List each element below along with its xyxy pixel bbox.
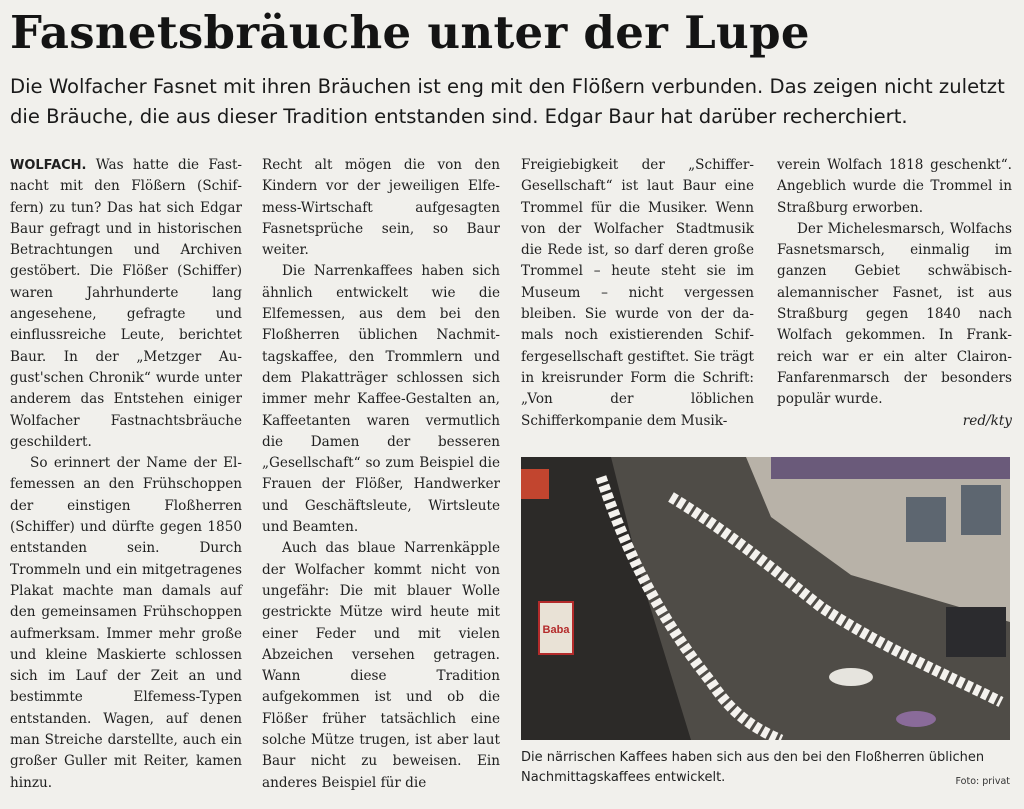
paragraph-8: Der Michelesmarsch, Wolfachs Fasnetsmarsch, einmalig im ganzen Gebiet schwäbischalemannischer Fasnet, ist aus Straßburg gegen 1840 nach Wolfach gekommen. In Frankreich war er ein alter Clairon-Fanfarenmarsch der besonders populär wurde. [777,220,1012,408]
umbrella [896,711,936,727]
article-column-4 [777,155,1012,455]
paragraph-7: verein Wolfach 1818 geschenkt“. Angeblich wurde die Trommel in Straßburg erworben. [777,157,1012,216]
shop-awning [771,457,1010,479]
shop-window [906,497,946,542]
article-column-2 [262,155,500,795]
shop-window [961,485,1001,535]
flag-banner [521,469,549,499]
photo-caption: Die närrischen Kaffees haben sich aus den bei den Floßherren üblichen Nachmittagskaffees entwickelt. [521,750,985,785]
umbrella [829,668,873,686]
parade-photo [521,457,1010,740]
headline: Fasnetsbräuche unter der Lupe [10,6,810,59]
article-column-1 [10,155,242,795]
paragraph-4: Die Narrenkaffees haben sich ähnlich entwickelt wie die Elfemessen, aus dem bei den Floßherren üblichen Nachmittagskaffee, den Trommlern und dem Plakatträger schlossen sich immer mehr Kaffee-Gestalten an, Kaffeetanten waren vermutlich die Damen der besseren „Gesellschaft“ so zum Beispiel die Frauen der Flößer, Handwerker und Geschäftsleute, Wirtsleute und Beamten. [262,263,500,536]
byline: red/kty [962,412,1012,429]
paragraph-1-text: Was hatte die Fastnacht mit den Flößern (Schiffern) zu tun? Das hat sich Edgar Baur gefragt und in historischen Betrachtungen und Archiven gestöbert. Die Flößer (Schiffer) waren Jahrhunderte lang angesehene, gefragte und einflussreiche Leute, berichtet Baur. In der „Metzger August'schen Chronik“ wurde unter anderem das Entstehen einiger Wolfacher Fastnachtsbräuche geschildert. [10,157,243,450]
article-column-3 [521,155,754,455]
parade-photo-illustration [521,457,1010,740]
paragraph-1 [10,155,242,453]
dateline: WOLFACH. [10,158,87,173]
paragraph-5: Auch das blaue Narrenkäpple der Wolfacher kommt nicht von ungefähr: Die mit blauer Wolle gestrickte Mütze wird heute mit einer Feder und mit vielen Abzeichen versehen getragen. Wann diese Tradition aufgekommen ist und ob die Flößer früher tatsächlich eine solche Mütze trugen, ist aber laut Baur nicht zu beweisen. Ein anderes Beispiel für die [262,540,500,791]
shop-sign-text: Baba [542,624,570,636]
paragraph-2: So erinnert der Name der Elfemessen an den Frühschoppen der einstigen Floßherren (Schiffer) und dürfte gegen 1850 entstanden sein. Durch Trommeln und ein mitgetragenes Plakat machte man damals auf den gemeinsamen Frühschoppen aufmerksam. Immer mehr große und kleine Maskierte schlossen sich im Lauf der Zeit an und bestimmte Elfemess-Typen entstanden. Wagen, auf denen man Streiche darstellte, auch ein großer Guller mit Reiter, kamen hinzu. [10,455,242,791]
deck-subtitle: Die Wolfacher Fasnet mit ihren Bräuchen ist eng mit den Flößern verbunden. Das zeigen nicht zuletzt die Bräuche, die aus dieser Tradition entstanden sind. Edgar Baur hat darüber recherchiert. [10,75,1005,128]
photo-credit: Foto: privat [955,776,1010,787]
paragraph-3: Recht alt mögen die von den Kindern vor der jeweiligen Elfemess-Wirtschaft aufgesagten Fasnetsprüche sein, so Baur weiter. [262,157,500,259]
paragraph-6: Freigiebigkeit der „Schiffer-Gesellschaft“ ist laut Baur eine Trommel für die Musiker. Wenn von der Wolfacher Stadtmusik die Rede ist, so darf deren große Trommel – heute steht sie im Museum – nicht vergessen bleiben. Sie wurde von der damals noch existierenden Schiffergesellschaft gestiftet. Sie trägt in kreisrunder Form die Schrift: „Von der löblichen Schifferkompanie dem Musik- [521,157,754,429]
parked-car [946,607,1006,657]
